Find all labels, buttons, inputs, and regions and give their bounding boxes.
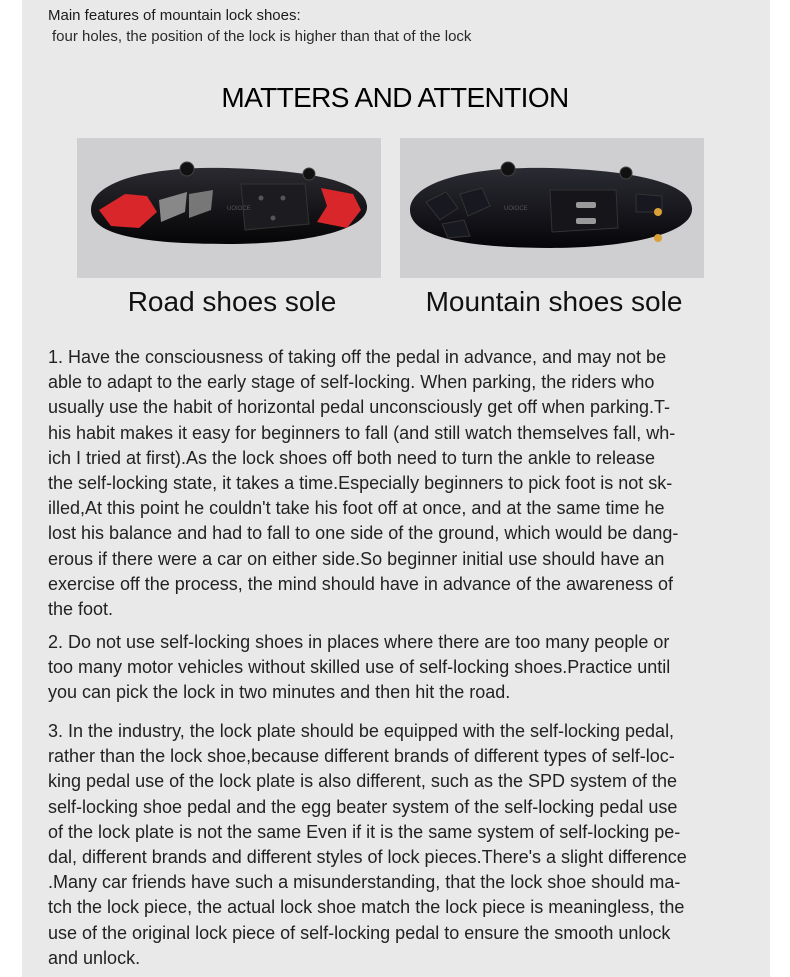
mountain-shoe-sole-photo: [400, 138, 704, 278]
paragraph-line: 3. In the industry, the lock plate should be equipped with the self-locking pedal,: [48, 721, 675, 741]
paragraph-line: able to adapt to the early stage of self-locking. When parking, the riders who: [48, 372, 655, 393]
paragraph-3: [48, 719, 763, 971]
paragraph-line: of the lock plate is not the same Even if it is the same system of self-locking pe-: [48, 821, 681, 842]
paragraph-line: the foot.: [48, 599, 114, 620]
paragraph-line: ich I tried at first).As the lock shoes off both need to turn the ankle to release: [48, 447, 656, 468]
paragraph-line: and unlock.: [48, 947, 141, 968]
road-shoe-caption: Road shoes sole: [127, 286, 337, 317]
mountain-sole-brand-mark: UOIOCE: [504, 206, 528, 212]
paragraph-line: usually use the habit of horizontal pedal unconsciously get off when parking.T-: [48, 397, 671, 418]
paragraph-line: 1. Have the consciousness of taking off the pedal in advance, and may not be: [48, 347, 667, 367]
paragraph-line: the self-locking state, it takes a time.Especially beginners to pick foot is not sk-: [48, 473, 673, 494]
paragraph-line: lost his balance and had to fall to one side of the ground, which would be dang-: [48, 523, 679, 544]
paragraph-line: erous if there were a car on either side.So beginner initial use should have an: [48, 548, 665, 569]
paragraph-line: illed,At this point he couldn't take his foot off at once, and at the same time he: [48, 498, 665, 519]
road-sole-brand-mark: UOIOCE: [227, 206, 251, 212]
paragraph-1: [48, 345, 763, 622]
paragraph-line: 2. Do not use self-locking shoes in places where there are too many people or: [48, 632, 670, 652]
paragraph-line: .Many car friends have such a misunderstanding, that the lock shoe should ma-: [48, 872, 681, 893]
paragraph-line: his habit makes it easy for beginners to fall (and still watch themselves fall, wh-: [48, 422, 676, 443]
paragraph-2: [48, 630, 763, 706]
paragraph-line: exercise off the process, the mind should have in advance of the awareness of: [48, 573, 674, 594]
section-heading: MATTERS AND ATTENTION: [221, 82, 569, 113]
intro-title: Main features of mountain lock shoes:: [48, 7, 301, 24]
paragraph-line: dal, different brands and different styles of lock pieces.There's a slight difference: [48, 847, 687, 868]
intro-subtitle: four holes, the position of the lock is higher than that of the lock: [52, 28, 472, 45]
paragraph-line: you can pick the lock in two minutes and then hit the road.: [48, 682, 511, 703]
paragraph-line: self-locking shoe pedal and the egg beater system of the self-locking pedal use: [48, 796, 678, 817]
mountain-shoe-caption: Mountain shoes sole: [425, 286, 683, 317]
road-shoe-sole-photo: [77, 138, 381, 278]
paragraph-line: too many motor vehicles without skilled use of self-locking shoes.Practice until: [48, 657, 671, 678]
paragraph-line: king pedal use of the lock plate is also different, such as the SPD system of the: [48, 771, 678, 792]
paragraph-line: rather than the lock shoe,because different brands of different types of self-loc-: [48, 746, 675, 767]
paragraph-line: use of the original lock piece of self-locking pedal to ensure the smooth unlock: [48, 922, 671, 943]
paragraph-line: tch the lock piece, the actual lock shoe match the lock piece is meaningless, the: [48, 897, 685, 918]
